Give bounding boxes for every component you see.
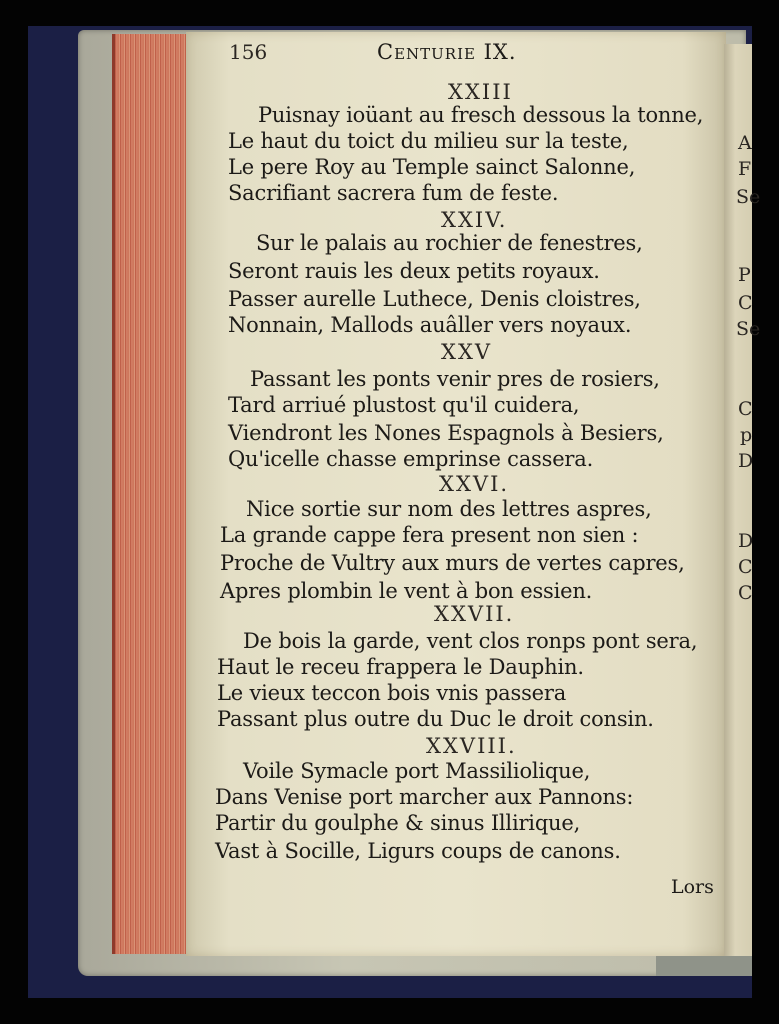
page-number: 156: [229, 40, 268, 64]
facing-page-fragment: P: [738, 264, 751, 286]
facing-page-fragment: Se: [736, 186, 761, 208]
verse-line: Partir du goulphe & sinus Illirique,: [215, 811, 581, 835]
facing-page-fragment: C: [738, 292, 753, 314]
quatrain-number: XXVII.: [434, 602, 515, 626]
quatrain-number: XXIV.: [441, 208, 508, 232]
running-title: Centurie IX.: [377, 40, 517, 64]
verse-line: Qu'icelle chasse emprinse cassera.: [228, 447, 594, 471]
facing-page-fragment: D: [738, 530, 754, 552]
facing-page-fragment: p: [740, 424, 753, 446]
verse-line: Passer aurelle Luthece, Denis cloistres,: [228, 287, 641, 311]
facing-page-fragment: Se: [736, 318, 761, 340]
verse-line: De bois la garde, vent clos ronps pont sera,: [243, 629, 698, 653]
catchword: Lors: [671, 876, 714, 898]
facing-page-fragment: A: [738, 132, 752, 154]
quatrain-number: XXVIII.: [426, 734, 517, 758]
verse-line: Apres plombin le vent à bon essien.: [220, 579, 593, 603]
verse-line: Proche de Vultry aux murs de vertes capres,: [220, 551, 685, 575]
facing-page-fragment: C: [738, 556, 753, 578]
quatrain-number: XXVI.: [439, 472, 510, 496]
verse-line: Passant les ponts venir pres de rosiers,: [250, 367, 660, 391]
verse-line: Puisnay ioüant au fresch dessous la tonne,: [258, 103, 704, 127]
facing-page-fragment: C: [738, 398, 753, 420]
verse-line: Le vieux teccon bois vnis passera: [217, 681, 567, 705]
quatrain-number: XXIII: [448, 80, 513, 104]
verse-line: Voile Symacle port Massiliolique,: [243, 759, 591, 783]
verse-line: Tard arriué plustost qu'il cuidera,: [228, 393, 580, 417]
verse-line: Le pere Roy au Temple sainct Salonne,: [228, 155, 636, 179]
verse-line: Nonnain, Mallods auâller vers noyaux.: [228, 313, 632, 337]
verse-line: La grande cappe fera present non sien :: [220, 523, 639, 547]
verse-line: Vast à Socille, Ligurs coups de canons.: [215, 839, 621, 863]
facing-page-fragment: F: [738, 158, 752, 180]
verse-line: Seront rauis les deux petits royaux.: [228, 259, 600, 283]
quatrain-number: XXV: [441, 340, 493, 364]
verse-line: Sacrifiant sacrera fum de feste.: [228, 181, 559, 205]
facing-page-fragment: C: [738, 582, 753, 604]
verse-line: Haut le receu frappera le Dauphin.: [217, 655, 584, 679]
verse-line: Viendront les Nones Espagnols à Besiers,: [228, 421, 664, 445]
verse-line: Sur le palais au rochier de fenestres,: [256, 231, 643, 255]
verse-line: Le haut du toict du milieu sur la teste,: [228, 129, 629, 153]
page-edges: [112, 34, 197, 954]
binding-edge: [656, 956, 752, 976]
facing-page: [724, 44, 752, 956]
verse-line: Passant plus outre du Duc le droit consin.: [217, 707, 654, 731]
verse-line: Dans Venise port marcher aux Pannons:: [215, 785, 634, 809]
facing-page-fragment: D: [738, 450, 754, 472]
verse-line: Nice sortie sur nom des lettres aspres,: [246, 497, 652, 521]
